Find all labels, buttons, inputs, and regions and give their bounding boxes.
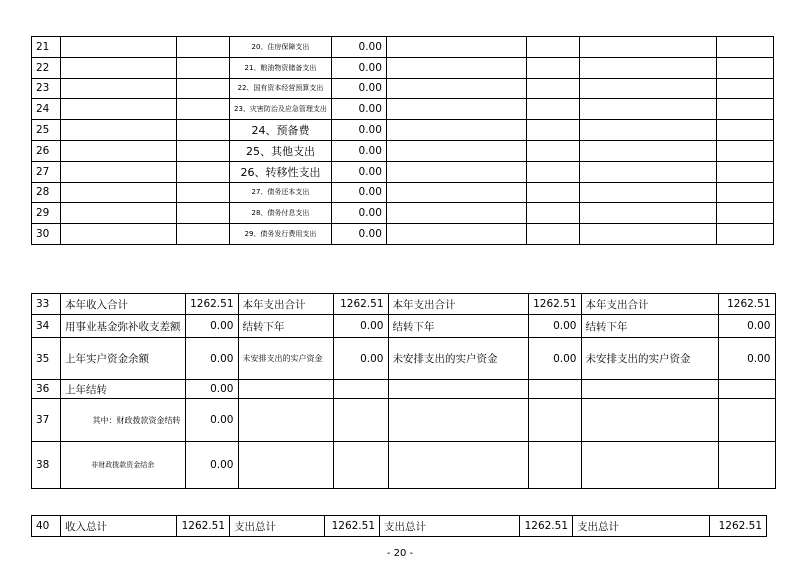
summary-row-33 xyxy=(32,294,776,315)
expense-item-label: 29、债务发行费用支出 xyxy=(230,224,332,245)
row-number: 26 xyxy=(32,140,61,161)
expense-label: 未安排支出的实户资金 xyxy=(388,338,528,380)
summary-row-36 xyxy=(32,380,776,399)
income-total-value: 1262.51 xyxy=(177,516,230,537)
expense-total-value: 1262.51 xyxy=(710,516,767,537)
expense-item-value: 0.00 xyxy=(331,99,386,120)
expense-total-label: 支出总计 xyxy=(573,516,710,537)
income-label: 用事业基金弥补收支差额 xyxy=(61,315,186,338)
expenditure-row xyxy=(32,182,774,203)
expenditure-row xyxy=(32,140,774,161)
expense-item-label: 28、债务付息支出 xyxy=(230,203,332,224)
summary-row-38 xyxy=(32,442,776,489)
summary-row-34 xyxy=(32,315,776,338)
income-label: 上年结转 xyxy=(61,380,186,399)
expense-label: 本年支出合计 xyxy=(238,294,333,315)
row-number: 35 xyxy=(32,338,61,380)
expense-item-label: 20、住房保障支出 xyxy=(230,37,332,58)
expense-label: 结转下年 xyxy=(581,315,718,338)
expense-item-label: 24、预备费 xyxy=(230,120,332,141)
expense-label: 本年支出合计 xyxy=(388,294,528,315)
summary-table xyxy=(31,293,776,489)
row-number: 30 xyxy=(32,224,61,245)
expenditure-row xyxy=(32,203,774,224)
expense-item-value: 0.00 xyxy=(331,78,386,99)
row-number: 33 xyxy=(32,294,61,315)
expense-item-value: 0.00 xyxy=(331,140,386,161)
row-number: 36 xyxy=(32,380,61,399)
income-value: 0.00 xyxy=(185,399,238,442)
income-value: 0.00 xyxy=(185,442,238,489)
expense-item-value: 0.00 xyxy=(331,203,386,224)
row-number: 21 xyxy=(32,37,61,58)
row-number: 24 xyxy=(32,99,61,120)
expense-item-label: 23、灾害防治及应急管理支出 xyxy=(230,99,332,120)
income-label: 非财政拨款资金结余 xyxy=(61,442,186,489)
expense-total-value: 1262.51 xyxy=(520,516,573,537)
expense-value: 0.00 xyxy=(528,338,581,380)
income-label: 本年收入合计 xyxy=(61,294,186,315)
expenditure-row xyxy=(32,57,774,78)
expense-value: 1262.51 xyxy=(333,294,388,315)
expense-item-label: 22、国有资本经营预算支出 xyxy=(230,78,332,99)
row-number: 29 xyxy=(32,203,61,224)
expense-label: 本年支出合计 xyxy=(581,294,718,315)
income-value: 0.00 xyxy=(185,338,238,380)
expense-item-value: 0.00 xyxy=(331,224,386,245)
income-label: 其中：财政拨款资金结转 xyxy=(61,399,186,442)
expenditure-table xyxy=(31,36,774,245)
summary-row-37 xyxy=(32,399,776,442)
expenditure-row xyxy=(32,37,774,58)
income-value: 0.00 xyxy=(185,315,238,338)
total-row xyxy=(32,516,767,537)
income-total-label: 收入总计 xyxy=(61,516,177,537)
expense-value: 0.00 xyxy=(718,315,775,338)
row-number: 25 xyxy=(32,120,61,141)
expense-value: 0.00 xyxy=(528,315,581,338)
expense-value: 0.00 xyxy=(718,338,775,380)
expenditure-row xyxy=(32,78,774,99)
page-number: - 20 - xyxy=(386,548,414,559)
row-number: 40 xyxy=(32,516,61,537)
expense-value: 0.00 xyxy=(333,338,388,380)
expense-item-value: 0.00 xyxy=(331,37,386,58)
income-label: 上年实户资金余额 xyxy=(61,338,186,380)
expenditure-row xyxy=(32,161,774,182)
expense-item-label: 21、粮油物资储备支出 xyxy=(230,57,332,78)
expense-item-value: 0.00 xyxy=(331,57,386,78)
income-value: 1262.51 xyxy=(185,294,238,315)
row-number: 27 xyxy=(32,161,61,182)
expense-label: 未安排支出的实户资金 xyxy=(238,338,333,380)
expense-total-label: 支出总计 xyxy=(380,516,520,537)
expense-item-label: 27、债务还本支出 xyxy=(230,182,332,203)
expense-value: 1262.51 xyxy=(528,294,581,315)
row-number: 37 xyxy=(32,399,61,442)
total-table xyxy=(31,515,767,537)
row-number: 28 xyxy=(32,182,61,203)
row-number: 34 xyxy=(32,315,61,338)
expense-item-label: 25、其他支出 xyxy=(230,140,332,161)
row-number: 23 xyxy=(32,78,61,99)
expense-value: 0.00 xyxy=(333,315,388,338)
expenditure-row xyxy=(32,120,774,141)
expense-label: 结转下年 xyxy=(388,315,528,338)
expenditure-row xyxy=(32,224,774,245)
expenditure-rows xyxy=(32,37,774,245)
summary-row-35 xyxy=(32,338,776,380)
row-number: 22 xyxy=(32,57,61,78)
expense-value: 1262.51 xyxy=(718,294,775,315)
expense-total-value: 1262.51 xyxy=(325,516,380,537)
expense-label: 结转下年 xyxy=(238,315,333,338)
row-number: 38 xyxy=(32,442,61,489)
expense-item-value: 0.00 xyxy=(331,182,386,203)
income-value: 0.00 xyxy=(185,380,238,399)
expense-label: 未安排支出的实户资金 xyxy=(581,338,718,380)
expense-total-label: 支出总计 xyxy=(230,516,325,537)
expense-item-value: 0.00 xyxy=(331,120,386,141)
expense-item-label: 26、转移性支出 xyxy=(230,161,332,182)
expenditure-row xyxy=(32,99,774,120)
expense-item-value: 0.00 xyxy=(331,161,386,182)
